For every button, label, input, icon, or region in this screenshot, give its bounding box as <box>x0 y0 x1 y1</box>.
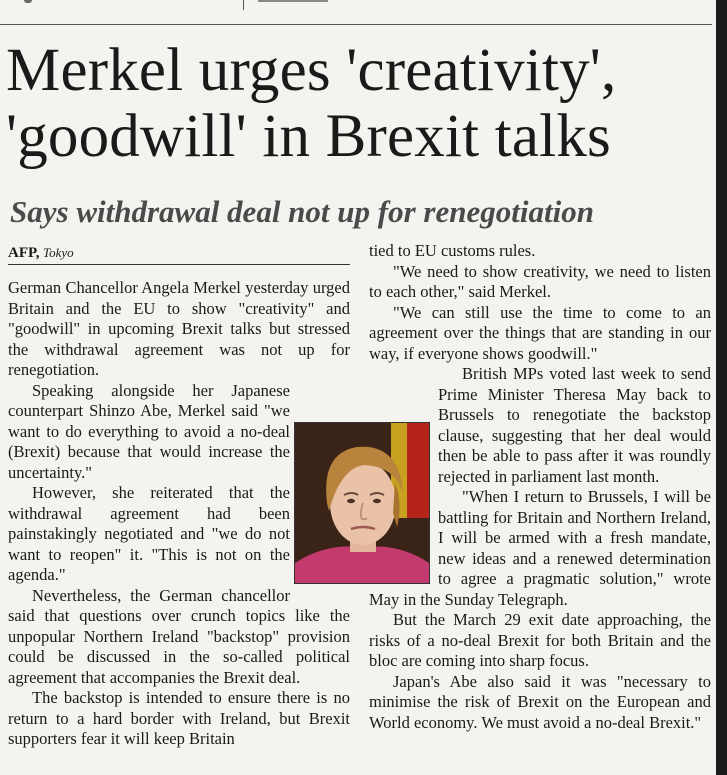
byline-location: Tokyo <box>43 245 74 260</box>
paragraph: British MPs voted last week to send Prime Minister Theresa May back to Brussels to renegotiate the backstop clause, suggesting that her deal would then be able to pass after it was roundly rejected in parliament last month. <box>438 364 711 486</box>
page-header-strip <box>0 0 727 26</box>
headline-line-1: Merkel urges 'creativity', <box>6 37 617 104</box>
subheadline: Says withdrawal deal not up for renegotiation <box>10 194 594 229</box>
merkel-photo <box>294 422 430 584</box>
paragraph: However, she reiterated that the withdrawal agreement had been painstakingly negotiated and "we do not want to reopen" it. "This is not on the agenda." <box>8 483 290 584</box>
header-fragment <box>258 0 328 2</box>
paragraph-text: Speaking alongside her Japanese counterpart Shinzo Abe, Merkel said "we want to do everything to avoid a no-deal (Brexit) because that would increase the uncertainty." <box>8 380 290 482</box>
paragraph: "We need to show creativity, we need to listen to each other," said Merkel. <box>369 261 711 301</box>
header-rule <box>0 24 712 25</box>
paragraph: The backstop is intended to ensure there is no return to a hard border with Ireland, but Brexit supporters fear it will keep Britain <box>8 688 350 748</box>
headline <box>6 38 714 170</box>
paragraph: But the March 29 exit date approaching, the risks of a no-deal Brexit for both Britain and the bloc are coming into sharp focus. <box>369 610 711 670</box>
paragraph: tied to EU customs rules. <box>369 241 536 260</box>
paragraph: Nevertheless, the German chancellor said that questions over crunch topics like the unpopular Northern Ireland "backstop" provision could be discussed in the so-called political agreement that accompanies the Brexit deal. <box>8 585 350 687</box>
byline <box>8 244 350 265</box>
header-divider <box>243 0 244 10</box>
paragraph: Japan's Abe also said it was "necessary to minimise the risk of Brexit on the European and World economy. We must avoid a no-deal Brexit." <box>369 671 711 732</box>
headline-line-2: 'goodwill' in Brexit talks <box>6 103 611 170</box>
portrait-illustration <box>295 423 429 583</box>
header-ornament <box>24 0 32 3</box>
page-edge <box>716 0 727 775</box>
byline-agency: AFP, <box>8 245 40 261</box>
paragraph: "We can still use the time to come to an agreement over the things that are standing in our way, if everyone shows goodwill." <box>369 302 711 363</box>
paragraph: German Chancellor Angela Merkel yesterday urged Britain and the EU to show "creativity" and "goodwill" in upcoming Brexit talks but stressed the withdrawal agreement was not up for renegotiation. <box>8 278 350 379</box>
paragraph: "When I return to Brussels, I will be battling for Britain and Northern Ireland, I will be armed with a fresh mandate, new ideas and a renewed determination to agree a pragmatic solution," wrote May in the Sunday Telegraph. <box>369 487 711 609</box>
